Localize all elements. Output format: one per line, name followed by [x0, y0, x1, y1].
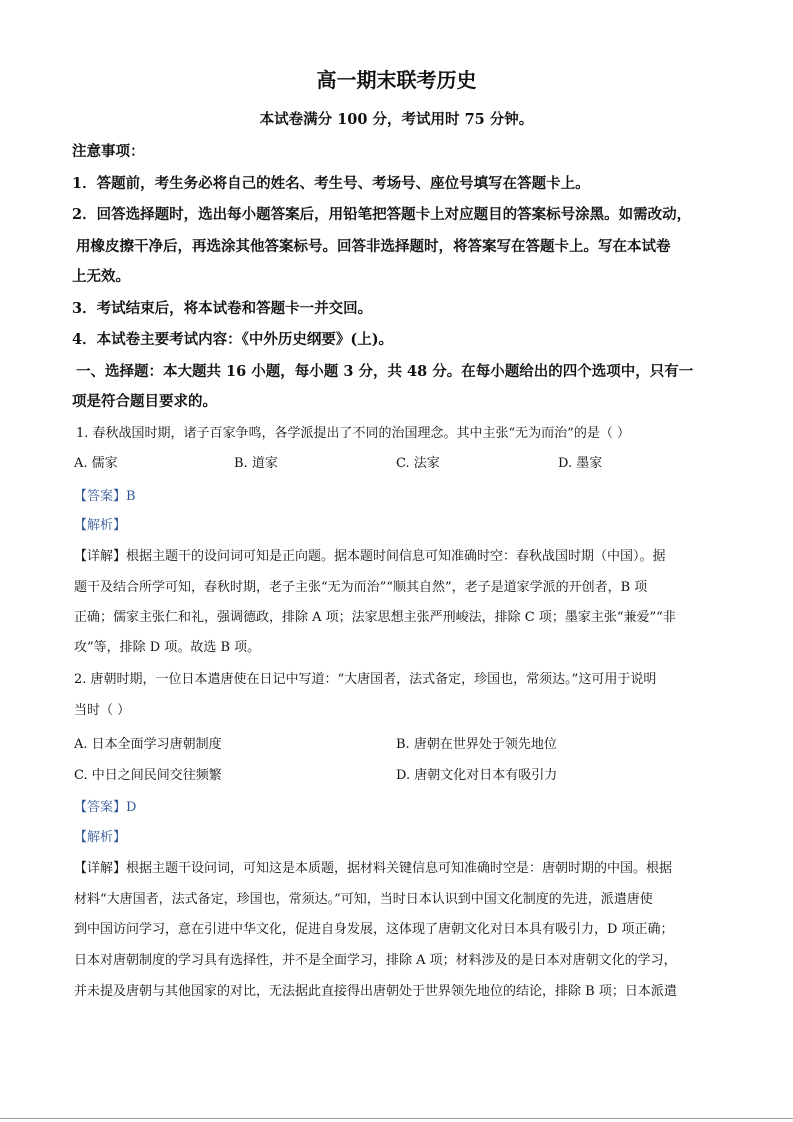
- document-title: 高一期末联考历史: [316, 68, 477, 92]
- q1-detail-line: 【详解】根据主题干的设问词可知是正向题。据本题时间信息可知准确时空：春秋战国时期（中国）。据: [74, 549, 666, 564]
- section-heading: 一、选择题：本大题共 16 小题，每小题 3 分，共 48 分。在每小题给出的四个选项中，只有一: [76, 363, 694, 380]
- q1-detail-line: 正确；儒家主张仁和礼，强调德政，排除 A 项；法家思想主张严刑峻法，排除 C 项；墨家主张“兼爱”“非: [74, 610, 676, 625]
- notice-heading: 注意事项：: [72, 143, 145, 160]
- q2-option-d: D. 唐朝文化对日本有吸引力: [396, 768, 558, 783]
- exam-info: 本试卷满分 100 分，考试用时 75 分钟。: [259, 111, 534, 128]
- q1-detail-line: 题干及结合所学可知，春秋时期，老子主张“无为而治”“顺其自然”，老子是道家学派的开创者，B 项: [74, 580, 648, 595]
- notice-item: 1．答题前，考生务必将自己的姓名、考生号、考场号、座位号填写在答题卡上。: [72, 175, 590, 192]
- q1-option-d: D. 墨家: [558, 456, 603, 471]
- q1-option-a: A. 儒家: [74, 456, 118, 471]
- q1-answer: 【答案】B: [74, 489, 136, 504]
- notice-item: 4．本试卷主要考试内容：《中外历史纲要》(上)。: [72, 331, 394, 348]
- q1-option-b: B. 道家: [234, 456, 278, 471]
- q2-option-a: A. 日本全面学习唐朝制度: [74, 737, 222, 752]
- q1-analysis-label: 【解析】: [74, 518, 127, 533]
- notice-item: 上无效。: [72, 268, 130, 285]
- q2-detail-line: 材料“大唐国者，法式备定，珍国也，常须达。”可知，当时日本认识到中国文化制度的先进，派遣唐使: [74, 892, 653, 907]
- q2-detail-line: 【详解】根据主题干设问词，可知这是本质题，据材料关键信息可知准确时空是：唐朝时期的中国。根据: [74, 861, 673, 876]
- q2-analysis-label: 【解析】: [74, 830, 127, 845]
- q1-detail-line: 攻”等，排除 D 项。故选 B 项。: [74, 640, 261, 655]
- q2-option-c: C. 中日之间民间交往频繁: [74, 768, 222, 783]
- q2-detail-line: 日本对唐朝制度的学习具有选择性，并不是全面学习，排除 A 项；材料涉及的是日本对唐朝文化的学习，: [74, 953, 677, 968]
- notice-item: 3．考试结束后，将本试卷和答题卡一并交回。: [72, 300, 373, 317]
- q2-option-b: B. 唐朝在世界处于领先地位: [396, 737, 557, 752]
- page-bottom-divider: [0, 1118, 793, 1119]
- notice-item: 2．回答选择题时，选出每小题答案后，用铅笔把答题卡上对应题目的答案标号涂黑。如需改动，: [72, 206, 692, 223]
- question-1-stem: 1. 春秋战国时期，诸子百家争鸣，各学派提出了不同的治国理念。其中主张“无为而治”的是（ ）: [76, 426, 630, 441]
- section-heading-cont: 项是符合题目要求的。: [72, 393, 217, 410]
- question-2-stem-cont: 当时（ ）: [74, 703, 131, 718]
- q2-detail-line: 并未提及唐朝与其他国家的对比，无法据此直接得出唐朝处于世界领先地位的结论，排除 B 项；日本派遣: [74, 984, 677, 999]
- q1-option-c: C. 法家: [396, 456, 440, 471]
- notice-item: 用橡皮擦干净后，再选涂其他答案标号。回答非选择题时，将答案写在答题卡上。写在本试卷: [76, 238, 671, 255]
- question-2-stem: 2. 唐朝时期，一位日本遣唐使在日记中写道：“大唐国者，法式备定，珍国也，常须达。”这可用于说明: [74, 672, 657, 687]
- q2-answer: 【答案】D: [74, 800, 137, 815]
- q2-detail-line: 到中国访问学习，意在引进中华文化，促进自身发展，这体现了唐朝文化对日本具有吸引力，D 项正确；: [74, 922, 674, 937]
